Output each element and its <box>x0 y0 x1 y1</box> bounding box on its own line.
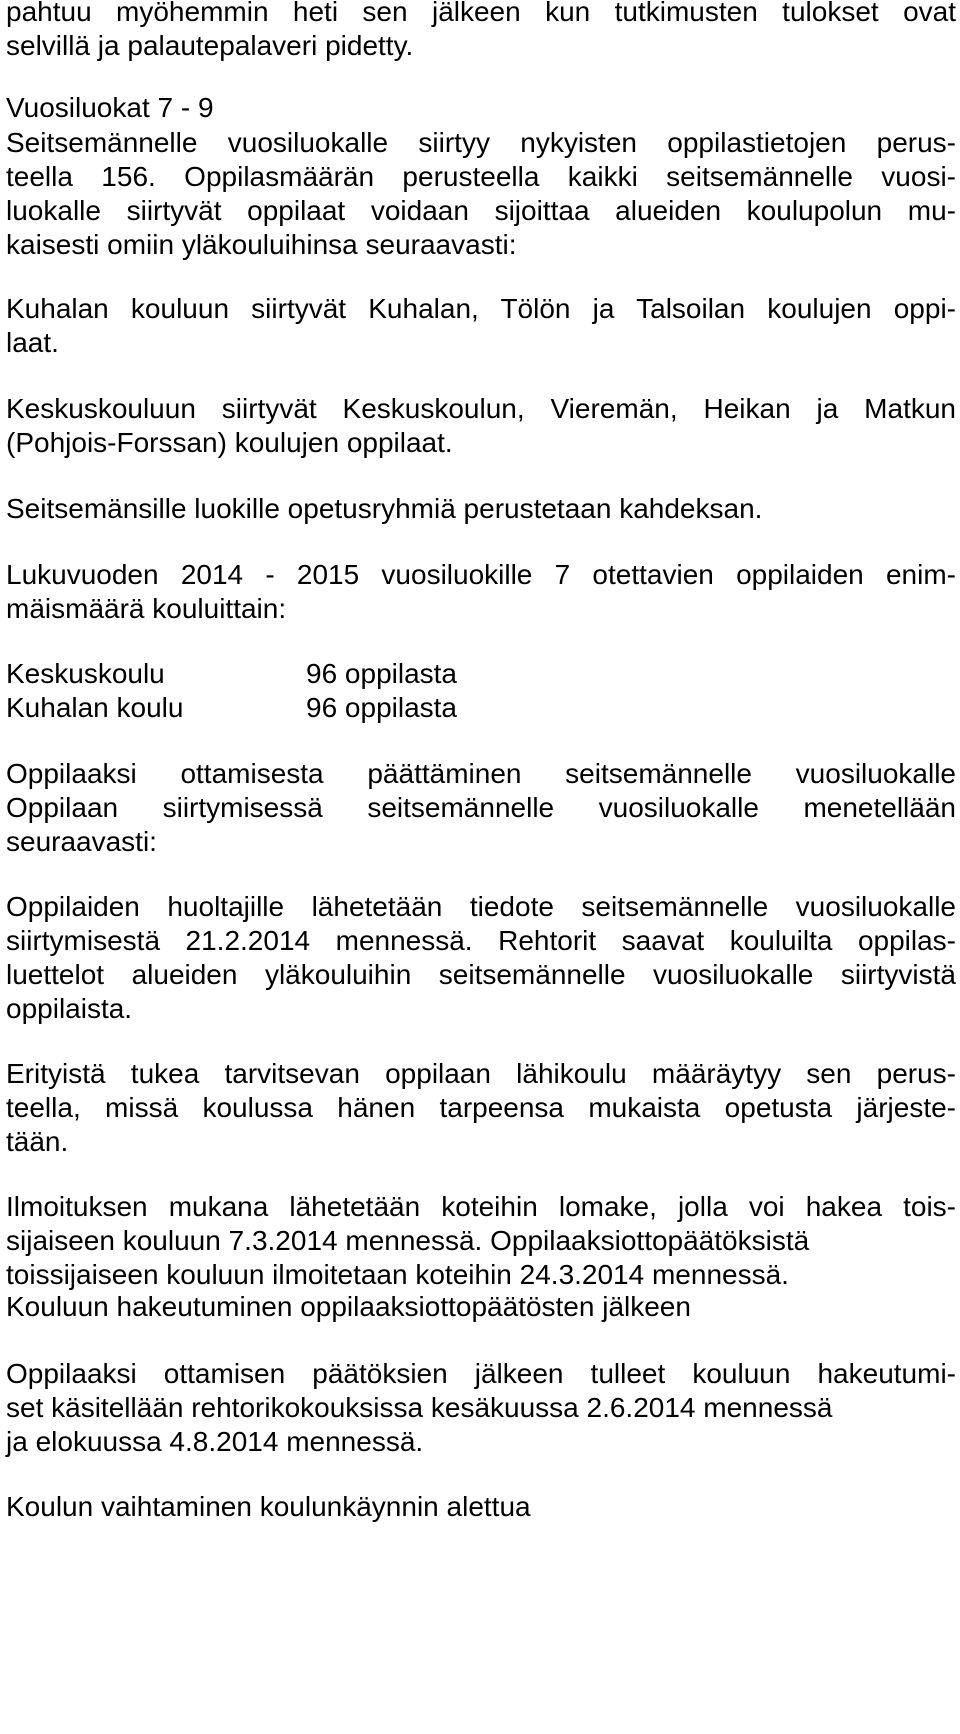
school-capacity-list <box>6 657 956 725</box>
text-line: siirtymisestä 21.2.2014 mennessä. Rehtorit saavat kouluilta oppilas- <box>6 925 956 956</box>
paragraph-kuhala <box>6 292 956 360</box>
text-line: Seitsemänsille luokille opetusryhmiä perustetaan kahdeksan. <box>6 493 763 524</box>
text-line: (Pohjois-Forssan) koulujen oppilaat. <box>6 427 453 458</box>
text-line: Oppilaiden huoltajille lähetetään tiedote seitsemännelle vuosiluokalle <box>6 891 956 922</box>
subheading-school-change <box>6 1490 956 1524</box>
paragraph-keskuskoulu <box>6 392 956 460</box>
text-line: Koulun vaihtaminen koulunkäynnin alettua <box>6 1491 531 1522</box>
text-line: tään. <box>6 1126 69 1157</box>
text-line: Kuhalan kouluun siirtyvät Kuhalan, Tölön ja Talsoilan koulujen oppi- <box>6 293 956 324</box>
school-name: Keskuskoulu <box>6 658 165 689</box>
paragraph-admission <box>6 757 956 859</box>
paragraph-late-applications <box>6 1357 956 1459</box>
school-count: 96 oppilasta <box>306 658 458 689</box>
text-line: pahtuu myöhemmin heti sen jälkeen kun tutkimusten tulokset ovat <box>6 0 956 27</box>
intro-paragraph <box>6 0 956 63</box>
text-line: Seitsemännelle vuosiluokalle siirtyy nykyisten oppilastietojen perus- <box>6 127 956 158</box>
paragraph-special-support <box>6 1057 956 1159</box>
paragraph-groups <box>6 492 956 526</box>
paragraph-transfer <box>6 126 956 262</box>
text-line: set käsitellään rehtorikokouksissa kesäkuussa 2.6.2014 mennessä <box>6 1392 833 1423</box>
subheading-after-decisions <box>6 1290 956 1324</box>
text-line: Ilmoituksen mukana lähetetään koteihin lomake, jolla voi hakea tois- <box>6 1191 956 1222</box>
section-heading-text: Vuosiluokat 7 - 9 <box>6 92 214 123</box>
text-line: oppilaista. <box>6 993 133 1024</box>
text-line: sijaiseen kouluun 7.3.2014 mennessä. Oppilaaksiottopäätöksistä <box>6 1225 810 1256</box>
text-line: mäismäärä kouluittain: <box>6 593 287 624</box>
text-line: laat. <box>6 327 59 358</box>
list-item <box>6 691 956 725</box>
text-line: Oppilaan siirtymisessä seitsemännelle vuosiluokalle menetellään <box>6 792 956 823</box>
text-line: luettelot alueiden yläkouluihin seitsemännelle vuosiluokalle siirtyvistä <box>6 959 956 990</box>
school-count: 96 oppilasta <box>306 692 458 723</box>
text-line: kaisesti omiin yläkouluihinsa seuraavasti: <box>6 229 517 260</box>
text-line: Oppilaaksi ottamisesta päättäminen seitsemännelle vuosiluokalle <box>6 758 956 789</box>
list-item <box>6 657 956 691</box>
paragraph-max-count <box>6 558 956 626</box>
text-line: toissijaiseen kouluun ilmoitetaan koteihin 24.3.2014 mennessä. <box>6 1259 789 1290</box>
text-line: Lukuvuoden 2014 - 2015 vuosiluokille 7 otettavien oppilaiden enim- <box>6 559 956 590</box>
text-line: teella, missä koulussa hänen tarpeensa mukaista opetusta järjeste- <box>6 1092 956 1123</box>
text-line: seuraavasti: <box>6 826 157 857</box>
text-line: luokalle siirtyvät oppilaat voidaan sijoittaa alueiden koulupolun mu- <box>6 195 956 226</box>
text-line: selvillä ja palautepalaveri pidetty. <box>6 30 414 61</box>
text-line: Keskuskouluun siirtyvät Keskuskoulun, Vieremän, Heikan ja Matkun <box>6 393 956 424</box>
paragraph-secondary-school <box>6 1190 956 1292</box>
text-line: Erityistä tukea tarvitsevan oppilaan lähikoulu määräytyy sen perus- <box>6 1058 956 1089</box>
paragraph-notice <box>6 890 956 1026</box>
section-heading <box>6 91 956 125</box>
text-line: Oppilaaksi ottamisen päätöksien jälkeen tulleet kouluun hakeutumi- <box>6 1358 956 1389</box>
school-name: Kuhalan koulu <box>6 692 184 723</box>
text-line: ja elokuussa 4.8.2014 mennessä. <box>6 1426 424 1457</box>
text-line: teella 156. Oppilasmäärän perusteella kaikki seitsemännelle vuosi- <box>6 161 956 192</box>
text-line: Kouluun hakeutuminen oppilaaksiottopäätösten jälkeen <box>6 1291 691 1322</box>
